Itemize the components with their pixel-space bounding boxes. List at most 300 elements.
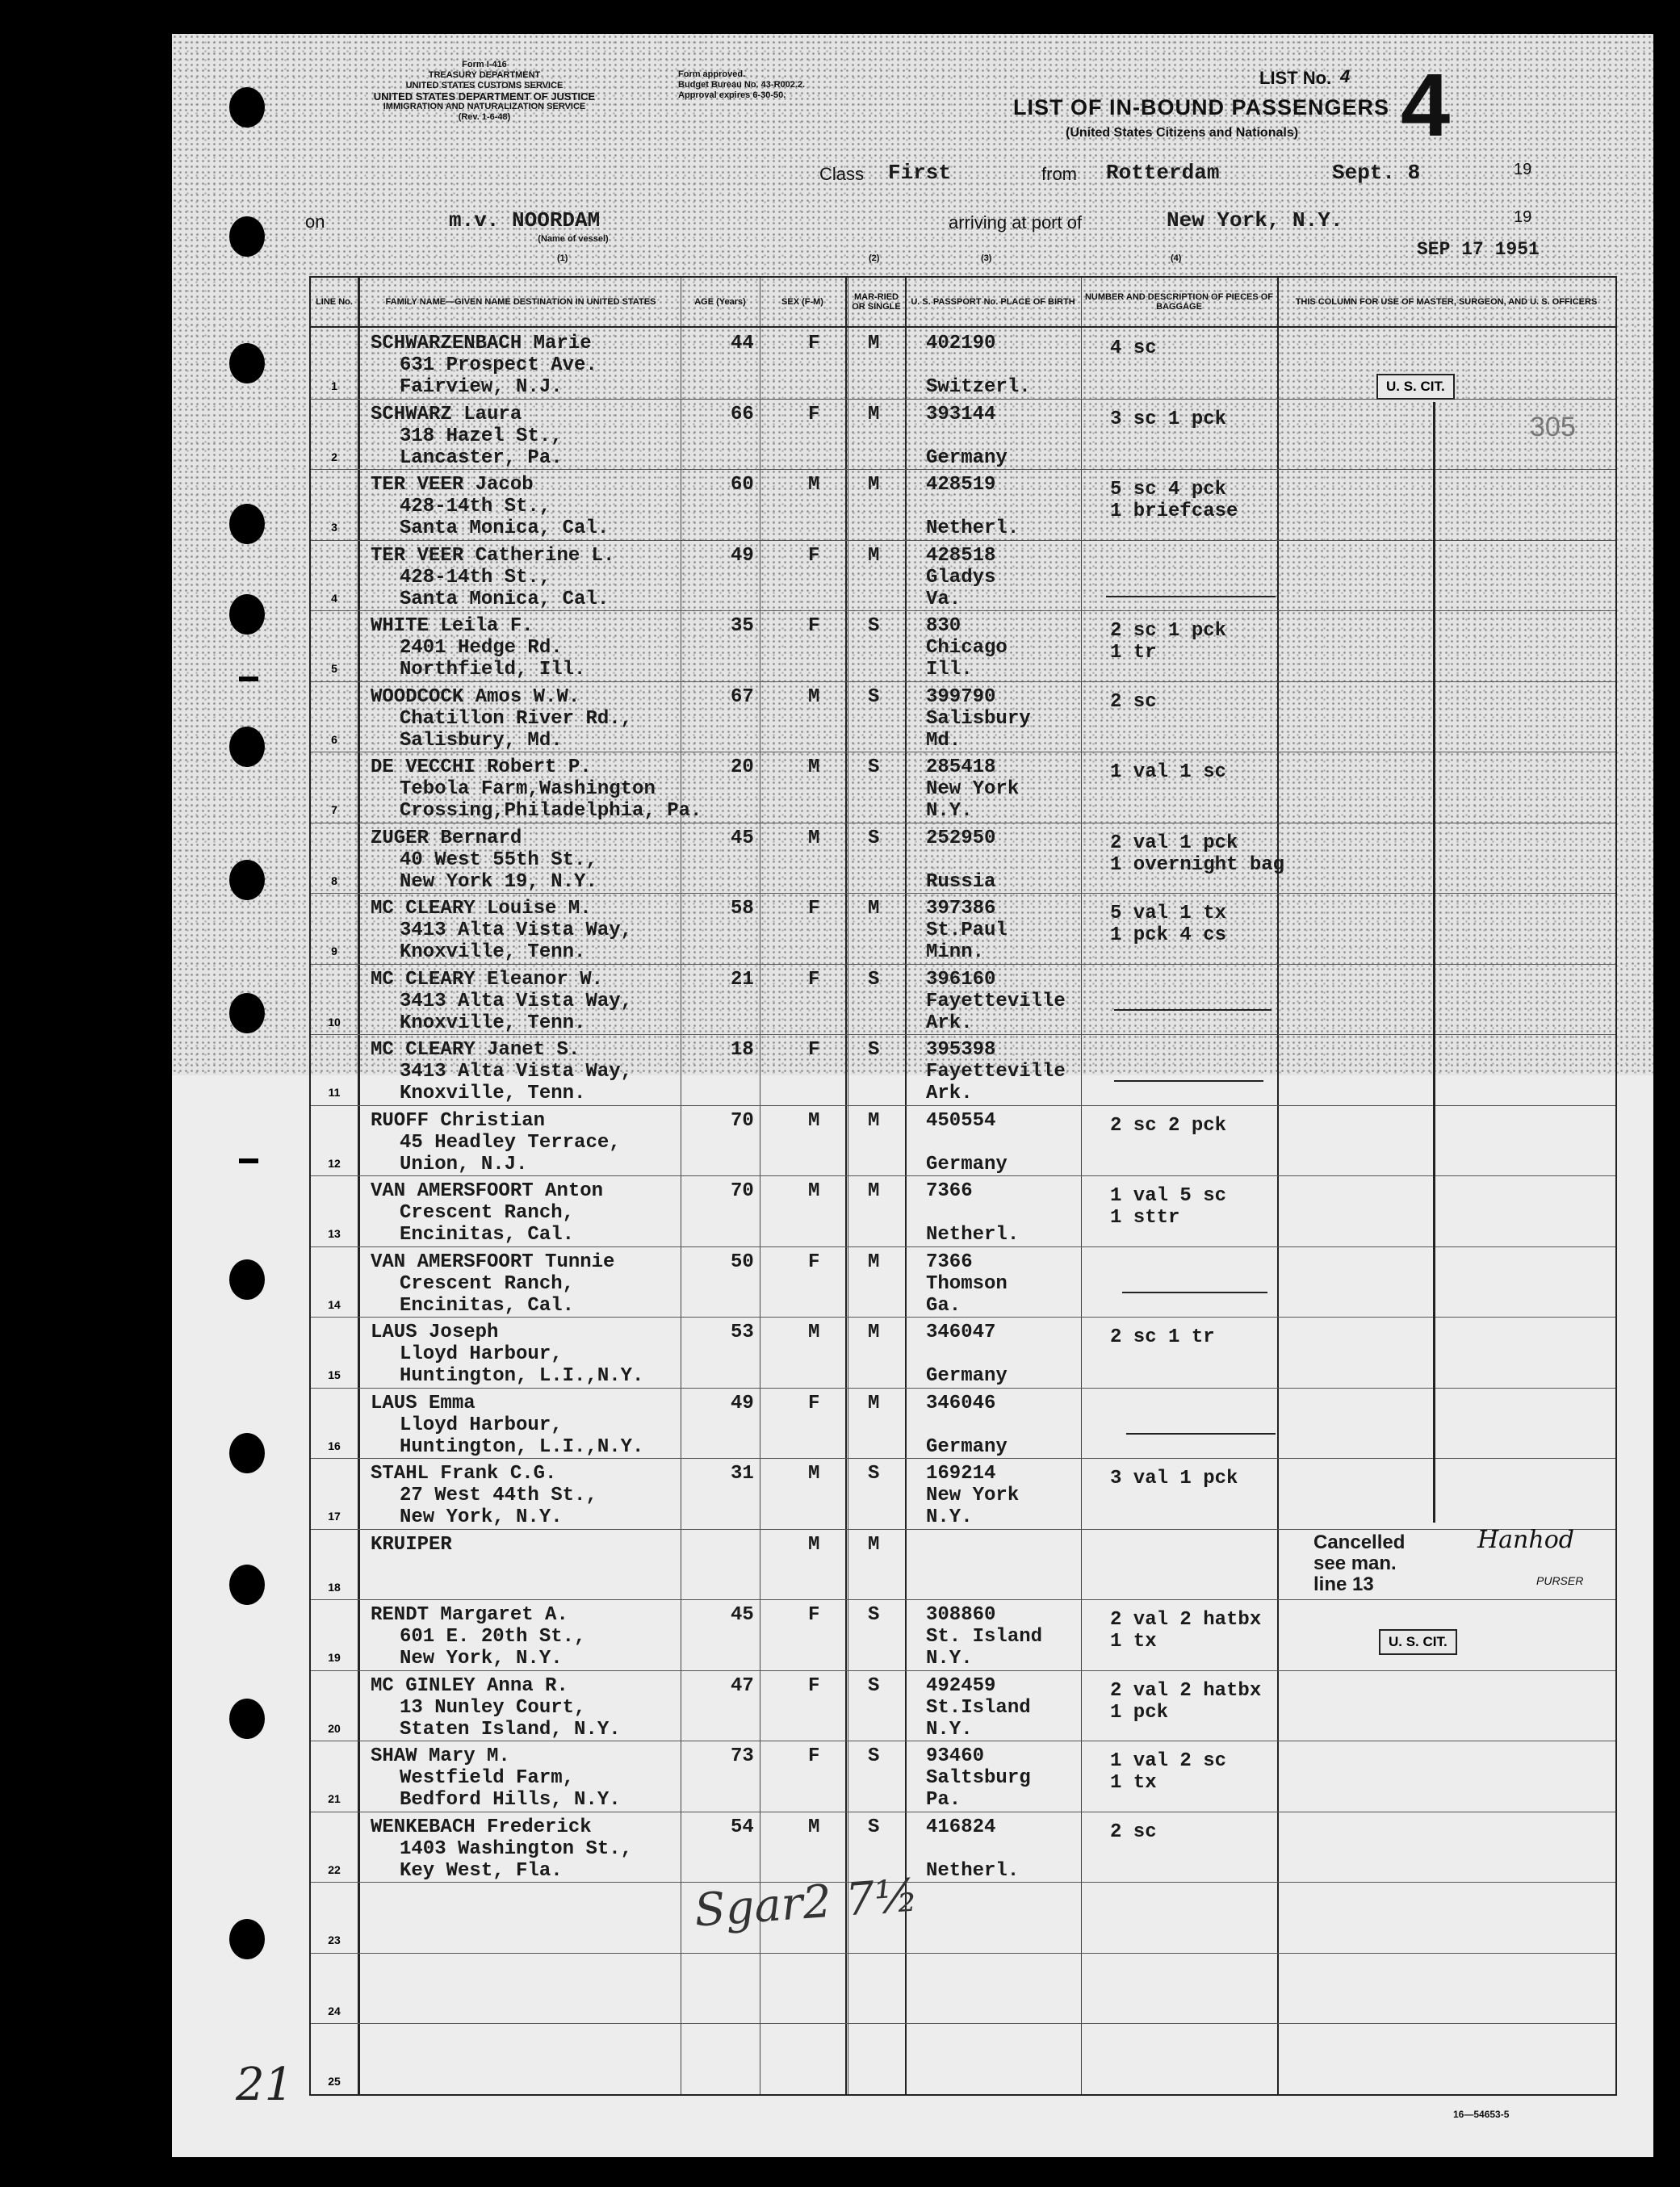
baggage-line-1: 2 sc: [1110, 1820, 1157, 1843]
sex-value: M: [808, 1109, 820, 1132]
binder-mark: [239, 1158, 258, 1163]
destination-city: Santa Monica, Cal.: [400, 517, 610, 539]
destination-street: 3413 Alta Vista Way,: [400, 920, 633, 941]
age-value: 53: [731, 1322, 754, 1343]
age-value: 18: [731, 1039, 754, 1061]
port-value: New York, N.Y.: [1167, 208, 1343, 233]
cancelled-note: Cancelled see man. line 13: [1313, 1531, 1406, 1595]
sex-value: F: [808, 615, 820, 637]
table-row: [311, 1105, 1615, 1175]
binder-hole: [229, 860, 265, 900]
column-number: (4): [1171, 253, 1182, 263]
baggage-line-2: 1 sttr: [1110, 1207, 1180, 1229]
sex-value: M: [808, 1180, 820, 1202]
baggage-line-2: 1 tx: [1110, 1772, 1157, 1794]
binder-hole: [229, 504, 265, 544]
age-value: 60: [731, 474, 754, 496]
column-header-name: FAMILY NAME—GIVEN NAME DESTINATION IN UNITED STATES: [385, 297, 656, 307]
table-row: [311, 681, 1615, 751]
destination-city: Salisbury, Md.: [400, 729, 563, 752]
birth-region: Ga.: [926, 1294, 961, 1317]
year-label: 19: [1514, 161, 1532, 178]
baggage-line-1: 2 sc 1 pck: [1110, 620, 1227, 642]
line-number: 22: [328, 1862, 341, 1876]
line-number: 6: [331, 732, 337, 746]
age-value: 73: [731, 1745, 754, 1767]
line-number: 21: [328, 1792, 341, 1805]
baggage-line-1: 2 val 1 pck: [1110, 832, 1238, 854]
passenger-name: ZUGER Bernard: [371, 827, 522, 849]
line-number: 11: [328, 1086, 341, 1099]
destination-street: 13 Nunley Court,: [400, 1696, 586, 1719]
table-row: [311, 1529, 1615, 1598]
vessel-caption: (Name of vessel): [538, 234, 609, 244]
column-number: (3): [981, 253, 992, 263]
column-header-sex: SEX (F-M): [781, 297, 823, 307]
age-value: 20: [731, 756, 754, 778]
age-value: 54: [731, 1816, 754, 1838]
binder-hole: [229, 87, 265, 128]
age-value: 67: [731, 685, 754, 708]
passport-number: 397386: [926, 898, 996, 920]
baggage-line-1: 2 sc: [1110, 690, 1157, 713]
marital-value: S: [868, 756, 880, 778]
handwritten-note: Sgar2 7½: [693, 1869, 920, 1938]
birth-region: N.Y.: [926, 1718, 973, 1741]
passenger-name: RENDT Margaret A.: [371, 1604, 568, 1626]
passenger-name: DE VECCHI Robert P.: [371, 756, 592, 778]
destination-street: Westfield Farm,: [400, 1767, 575, 1789]
baggage-line-1: 3 val 1 pck: [1110, 1468, 1238, 1489]
sex-value: M: [808, 827, 820, 849]
table-row: [311, 1246, 1615, 1316]
baggage-line-1: 4 sc: [1110, 337, 1157, 359]
date-value: Sept. 8: [1332, 161, 1421, 185]
line-number: 1: [331, 379, 337, 392]
baggage-line-2: 1 tr: [1110, 642, 1157, 664]
line-number: 25: [328, 2075, 341, 2088]
birth-place: Saltsburg: [926, 1767, 1031, 1789]
line-number: 19: [328, 1651, 341, 1664]
line-number: 10: [328, 1015, 341, 1029]
table-row: [311, 399, 1615, 468]
birth-region: Germany: [926, 1435, 1008, 1458]
binder-hole: [229, 343, 265, 383]
destination-city: Santa Monica, Cal.: [400, 588, 610, 610]
column-header-married: MAR-RIED OR SINGLE: [852, 292, 901, 312]
sex-value: F: [808, 403, 820, 425]
destination-city: Knoxville, Tenn.: [400, 941, 586, 963]
marital-value: S: [868, 685, 880, 708]
birth-region: Netherl.: [926, 1859, 1020, 1882]
birth-place: Thomson: [926, 1272, 1008, 1295]
marital-value: M: [868, 544, 880, 567]
destination-city: Bedford Hills, N.Y.: [400, 1789, 621, 1811]
sex-value: F: [808, 968, 820, 991]
line-number: 12: [328, 1156, 341, 1170]
passenger-name: MC CLEARY Eleanor W.: [371, 968, 604, 991]
destination-street: 27 West 44th St.,: [400, 1485, 597, 1506]
birth-region: Ill.: [926, 659, 973, 681]
birth-place: Gladys: [926, 566, 996, 589]
marital-value: S: [868, 1039, 880, 1061]
baggage-line-1: 1 val 2 sc: [1110, 1750, 1227, 1772]
class-value: First: [888, 161, 952, 185]
on-label: on: [305, 212, 325, 232]
passenger-table: [309, 276, 1617, 2096]
column-header-officers: THIS COLUMN FOR USE OF MASTER, SURGEON, AND U. S. OFFICERS: [1295, 297, 1598, 307]
birth-place: St.Paul: [926, 920, 1008, 941]
line-number: 8: [331, 874, 337, 887]
sex-value: M: [808, 1816, 820, 1838]
passport-number: 396160: [926, 968, 996, 991]
sex-value: M: [808, 756, 820, 778]
passenger-name: SCHWARZENBACH Marie: [371, 333, 592, 354]
age-value: 21: [731, 968, 754, 991]
marital-value: M: [868, 333, 880, 354]
destination-street: 1403 Washington St.,: [400, 1837, 633, 1860]
table-row: [311, 1388, 1615, 1457]
destination-city: Encinitas, Cal.: [400, 1294, 575, 1317]
age-value: 70: [731, 1180, 754, 1202]
passenger-name: LAUS Joseph: [371, 1322, 499, 1343]
marital-value: M: [868, 1251, 880, 1273]
age-value: 49: [731, 544, 754, 567]
destination-street: Crescent Ranch,: [400, 1272, 575, 1295]
line-number: 15: [328, 1368, 341, 1381]
passenger-name: SHAW Mary M.: [371, 1745, 510, 1767]
sex-value: F: [808, 1745, 820, 1767]
baggage-line-1: 2 sc 1 tr: [1110, 1326, 1215, 1348]
passport-number: 395398: [926, 1039, 996, 1061]
us-citizen-stamp: U. S. CIT.: [1379, 1629, 1457, 1655]
destination-city: Encinitas, Cal.: [400, 1224, 575, 1246]
line-number: 9: [331, 945, 337, 957]
arriving-label: arriving at port of: [949, 212, 1083, 233]
passenger-name: TER VEER Catherine L.: [371, 544, 615, 567]
passport-number: 169214: [926, 1463, 996, 1485]
birth-region: Russia: [926, 870, 996, 893]
sex-value: M: [808, 1322, 820, 1343]
binder-hole: [229, 1565, 265, 1605]
sex-value: F: [808, 1039, 820, 1061]
baggage-line-2: 1 overnight bag: [1110, 853, 1285, 876]
sex-value: M: [808, 474, 820, 496]
passport-number: 393144: [926, 403, 996, 425]
class-label: Class: [819, 164, 865, 184]
divider-mark: [1106, 596, 1276, 597]
margin-note: 21: [236, 2059, 294, 2111]
birth-region: Germany: [926, 1365, 1008, 1387]
table-row: [311, 1812, 1615, 1881]
binder-hole: [229, 993, 265, 1033]
column-header-baggage: NUMBER AND DESCRIPTION OF PIECES OF BAGGAGE: [1084, 292, 1274, 312]
destination-street: 601 E. 20th St.,: [400, 1626, 586, 1648]
faded-number: 305: [1530, 412, 1576, 442]
line-number: 20: [328, 1721, 341, 1735]
baggage-line-2: 1 pck 4 cs: [1110, 924, 1227, 946]
birth-region: N.Y.: [926, 1506, 973, 1528]
table-row: [311, 1670, 1615, 1740]
destination-street: Lloyd Harbour,: [400, 1343, 563, 1365]
received-stamp: SEP 17 1951: [1417, 239, 1540, 260]
destination-street: Tebola Farm,Washington: [400, 778, 656, 800]
birth-place: New York: [926, 1485, 1020, 1506]
birth-region: Germany: [926, 446, 1008, 469]
destination-city: Knoxville, Tenn.: [400, 1012, 586, 1034]
birth-region: Pa.: [926, 1789, 961, 1811]
age-value: 66: [731, 403, 754, 425]
passport-number: 492459: [926, 1674, 996, 1697]
marital-value: M: [868, 1109, 880, 1132]
baggage-line-1: 1 val 5 sc: [1110, 1185, 1227, 1207]
baggage-line-1: 2 val 2 hatbx: [1110, 1679, 1262, 1702]
passenger-name: LAUS Emma: [371, 1392, 476, 1414]
marital-value: M: [868, 1392, 880, 1414]
column-number: (2): [869, 253, 880, 263]
divider-mark: [1114, 1009, 1272, 1011]
destination-street: 428-14th St.,: [400, 496, 551, 517]
line-number: 23: [328, 1934, 341, 1946]
age-value: 45: [731, 1604, 754, 1626]
divider-mark: [1122, 1292, 1267, 1293]
binder-mark: [239, 677, 258, 681]
table-row: [311, 1882, 1615, 1951]
passenger-name: VAN AMERSFOORT Tunnie: [371, 1251, 615, 1273]
age-value: 35: [731, 615, 754, 637]
passenger-name: WHITE Leila F.: [371, 615, 534, 637]
marital-value: S: [868, 615, 880, 637]
destination-city: Staten Island, N.Y.: [400, 1718, 621, 1741]
table-row: [311, 610, 1615, 680]
table-row: [311, 893, 1615, 962]
sex-value: F: [808, 1251, 820, 1273]
destination-street: 2401 Hedge Rd.: [400, 637, 563, 659]
baggage-line-1: 5 val 1 tx: [1110, 903, 1227, 924]
destination-city: Crossing,Philadelphia, Pa.: [400, 800, 702, 822]
destination-street: 3413 Alta Vista Way,: [400, 1061, 633, 1083]
sex-value: F: [808, 1604, 820, 1626]
binder-hole: [229, 1919, 265, 1959]
column-header-age: AGE (Years): [694, 297, 746, 307]
binder-hole: [229, 1699, 265, 1739]
baggage-line-1: 5 sc 4 pck: [1110, 479, 1227, 501]
birth-place: Chicago: [926, 637, 1008, 659]
passenger-name: SCHWARZ Laura: [371, 403, 522, 425]
list-no-value: 4: [1340, 66, 1351, 86]
year-label: 19: [1514, 208, 1532, 226]
table-row: [311, 752, 1615, 821]
page-subtitle: (United States Citizens and Nationals): [1066, 126, 1299, 140]
binder-hole: [229, 594, 265, 635]
baggage-line-2: 1 tx: [1110, 1631, 1157, 1653]
line-number: 2: [331, 450, 337, 463]
destination-city: Union, N.J.: [400, 1153, 528, 1175]
baggage-line-1: 3 sc 1 pck: [1110, 408, 1227, 430]
passenger-name: WOODCOCK Amos W.W.: [371, 685, 580, 708]
age-value: 50: [731, 1251, 754, 1273]
column-header-passport: U. S. PASSPORT No. PLACE OF BIRTH: [911, 297, 1075, 307]
line-number: 5: [331, 662, 337, 675]
destination-city: Fairview, N.J.: [400, 376, 563, 398]
sex-value: M: [808, 685, 820, 708]
baggage-line-1: 2 val 2 hatbx: [1110, 1609, 1262, 1631]
marital-value: S: [868, 968, 880, 991]
destination-city: Key West, Fla.: [400, 1859, 563, 1882]
age-value: 45: [731, 827, 754, 849]
divider-mark: [1126, 1433, 1276, 1435]
destination-street: 45 Headley Terrace,: [400, 1131, 621, 1154]
marital-value: M: [868, 474, 880, 496]
line-number: 14: [328, 1297, 341, 1311]
baggage-line-2: 1 briefcase: [1110, 501, 1238, 522]
marital-value: M: [868, 1533, 880, 1556]
line-number: 7: [331, 803, 337, 816]
passport-number: 399790: [926, 685, 996, 708]
birth-region: Va.: [926, 588, 961, 610]
marital-value: S: [868, 1463, 880, 1485]
passenger-name: MC CLEARY Louise M.: [371, 898, 592, 920]
passenger-name: VAN AMERSFOORT Anton: [371, 1180, 604, 1202]
birth-region: Switzerl.: [926, 376, 1031, 398]
line-number: 4: [331, 591, 337, 605]
divider-mark: [1114, 1080, 1263, 1082]
birth-place: Salisbury: [926, 707, 1031, 730]
birth-region: N.Y.: [926, 1648, 973, 1670]
birth-place: New York: [926, 778, 1020, 800]
footer-code: 16—54653-5: [1453, 2109, 1510, 2120]
passenger-name: WENKEBACH Frederick: [371, 1816, 592, 1838]
passport-number: 93460: [926, 1745, 985, 1767]
table-row: [311, 1953, 1615, 2022]
birth-region: Minn.: [926, 941, 985, 963]
column-number: (1): [557, 253, 568, 263]
birth-place: St.Island: [926, 1696, 1031, 1719]
from-label: from: [1041, 164, 1077, 184]
table-row: [311, 1034, 1615, 1104]
us-citizen-stamp: U. S. CIT.: [1376, 374, 1455, 400]
table-row: [311, 964, 1615, 1033]
form-block: Form I-416 TREASURY DEPARTMENT UNITED STATES CUSTOMS SERVICE UNITED STATES DEPARTMENT OF JUSTICE IMMIGRATION AND NATURALIZATION SERVICE (Rev. 1-6-48): [373, 60, 596, 122]
birth-region: Netherl.: [926, 1224, 1020, 1246]
destination-city: Knoxville, Tenn.: [400, 1083, 586, 1104]
passport-number: 7366: [926, 1180, 973, 1202]
vessel-value: m.v. NOORDAM: [449, 208, 601, 233]
birth-place: Fayetteville: [926, 1061, 1066, 1083]
passport-number: 308860: [926, 1604, 996, 1626]
table-row: [311, 469, 1615, 538]
destination-street: Lloyd Harbour,: [400, 1414, 563, 1436]
marital-value: S: [868, 1745, 880, 1767]
birth-place: Fayetteville: [926, 990, 1066, 1012]
table-row: [311, 540, 1615, 610]
destination-street: 428-14th St.,: [400, 566, 551, 589]
destination-city: Huntington, L.I.,N.Y.: [400, 1435, 644, 1458]
destination-city: New York, N.Y.: [400, 1506, 563, 1528]
marital-value: S: [868, 1674, 880, 1697]
approval-block: Form approved. Budget Bureau No. 43-R002.2. Approval expires 6-30-50.: [678, 69, 806, 100]
binder-hole: [229, 216, 265, 257]
binder-hole: [229, 1433, 265, 1473]
table-row: [311, 1458, 1615, 1527]
destination-street: 318 Hazel St.,: [400, 425, 563, 447]
birth-region: Ark.: [926, 1012, 973, 1034]
table-row: [311, 1175, 1615, 1245]
passport-number: 7366: [926, 1251, 973, 1273]
sex-value: F: [808, 898, 820, 920]
marital-value: S: [868, 827, 880, 849]
line-number: 16: [328, 1439, 341, 1452]
sex-value: F: [808, 544, 820, 567]
list-no-big: 4: [1401, 56, 1451, 155]
marital-value: M: [868, 898, 880, 920]
sex-value: M: [808, 1463, 820, 1485]
passport-number: 252950: [926, 827, 996, 849]
passenger-name: RUOFF Christian: [371, 1109, 546, 1132]
destination-street: 3413 Alta Vista Way,: [400, 990, 633, 1012]
destination-street: Chatillon River Rd.,: [400, 707, 633, 730]
marital-value: M: [868, 403, 880, 425]
birth-region: Germany: [926, 1153, 1008, 1175]
passenger-name: MC CLEARY Janet S.: [371, 1039, 580, 1061]
passport-number: 450554: [926, 1109, 996, 1132]
line-number: 3: [331, 521, 337, 534]
line-number: 13: [328, 1227, 341, 1240]
age-value: 44: [731, 333, 754, 354]
binder-hole: [229, 727, 265, 767]
sex-value: F: [808, 1392, 820, 1414]
passenger-name: STAHL Frank C.G.: [371, 1463, 557, 1485]
purser-label: PURSER: [1536, 1574, 1584, 1587]
marital-value: M: [868, 1322, 880, 1343]
age-value: 70: [731, 1109, 754, 1132]
destination-city: Huntington, L.I.,N.Y.: [400, 1365, 644, 1387]
line-number: 18: [328, 1580, 341, 1594]
birth-region: N.Y.: [926, 800, 973, 822]
destination-street: 631 Prospect Ave.: [400, 354, 597, 376]
birth-place: St. Island: [926, 1626, 1043, 1648]
page-title: LIST OF IN-BOUND PASSENGERS: [1013, 95, 1390, 119]
age-value: 49: [731, 1392, 754, 1414]
passport-number: 285418: [926, 756, 996, 778]
destination-street: 40 West 55th St.,: [400, 848, 597, 871]
table-row: [311, 2023, 1615, 2093]
passport-number: 428519: [926, 474, 996, 496]
baggage-line-2: 1 pck: [1110, 1701, 1169, 1724]
passenger-name: KRUIPER: [371, 1533, 452, 1556]
passport-number: 830: [926, 615, 961, 637]
destination-city: New York, N.Y.: [400, 1648, 563, 1670]
birth-region: Md.: [926, 729, 961, 752]
age-value: 31: [731, 1463, 754, 1485]
passenger-name: TER VEER Jacob: [371, 474, 534, 496]
baggage-line-1: 2 sc 2 pck: [1110, 1114, 1227, 1137]
passenger-name: MC GINLEY Anna R.: [371, 1674, 568, 1697]
sex-value: F: [808, 1674, 820, 1697]
marital-value: S: [868, 1816, 880, 1838]
destination-city: Northfield, Ill.: [400, 659, 586, 681]
passport-number: 428518: [926, 544, 996, 567]
list-no-label: LIST No.: [1259, 68, 1332, 88]
marital-value: M: [868, 1180, 880, 1202]
table-row: [311, 1317, 1615, 1386]
passport-number: 346047: [926, 1322, 996, 1343]
column-header-line: LINE No.: [316, 297, 353, 307]
baggage-line-1: 1 val 1 sc: [1110, 761, 1227, 783]
line-number: 24: [328, 2004, 341, 2017]
bracket-line: [1433, 402, 1435, 1523]
destination-city: New York 19, N.Y.: [400, 870, 597, 893]
